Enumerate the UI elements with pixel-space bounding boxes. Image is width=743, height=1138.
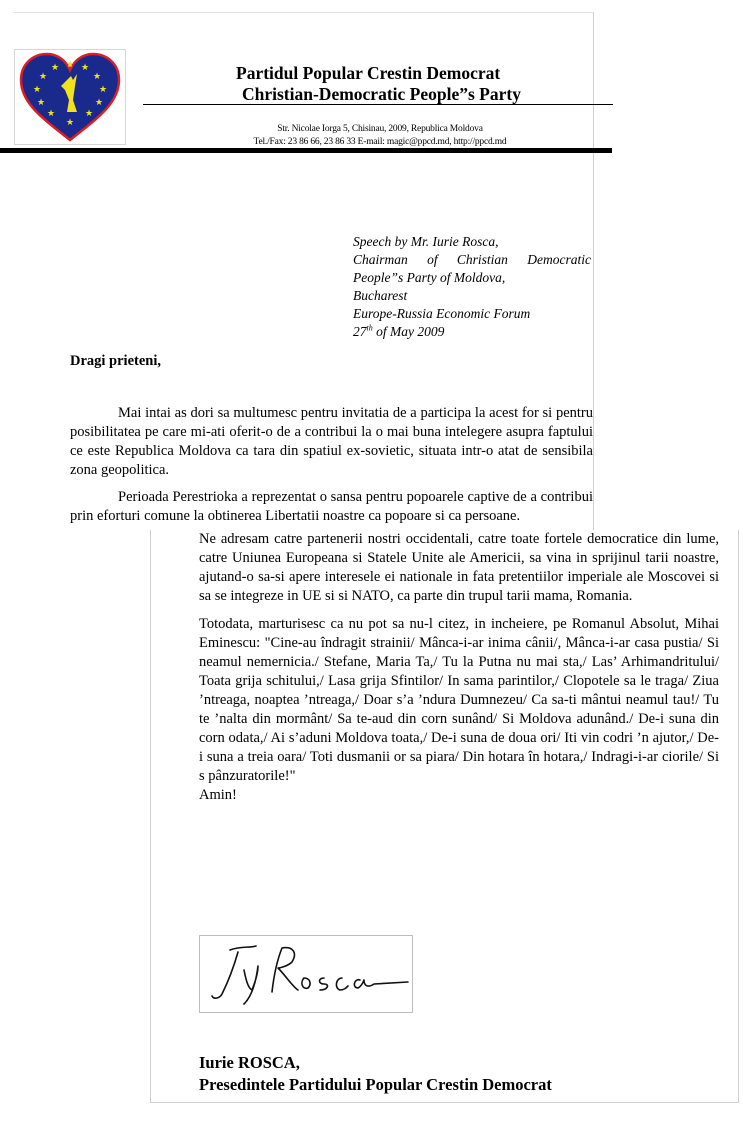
svg-text:★: ★ [94, 98, 104, 108]
closing-word: Amin! [199, 787, 237, 803]
party-name-ro: Partidul Popular Crestin Democrat [236, 63, 501, 83]
speech-line-1: Speech by Mr. Iurie Rosca, [353, 234, 499, 249]
letter-page-2 [150, 530, 739, 1103]
speech-line-3: People”s Party of Moldova, [353, 270, 506, 285]
header-divider-thick [0, 148, 612, 153]
date-day: 27 [353, 324, 367, 339]
date-rest: of May 2009 [372, 324, 445, 339]
speech-date [353, 323, 591, 341]
body-paragraph-2: Perioada Perestrioka a reprezentat o sansa pentru popoarele captive de a contribui prin eforturi comune la obtinerea Libertatii noastre ca popoare si ca persoane. [70, 489, 593, 524]
svg-text:★: ★ [84, 109, 94, 119]
svg-text:★: ★ [65, 60, 75, 70]
body-paragraph-3: Ne adresam catre partenerii nostri occidentali, catre toate fortele democratice din lume, catre Uniunea Europeana si Statele Unite ale Americii, sa vina in sprijinul tarii noastre, ajutand-o sa-si apere interesele ei nationale in fata pretentiilor imperiale ale Moscovei si sa se integreze in UE si si NATO, ca parte din trupul tarii mama, Romania. [199, 531, 719, 604]
svg-text:★: ★ [92, 72, 102, 82]
svg-text:★: ★ [65, 118, 75, 128]
address-line: Str. Nicolae Iorga 5, Chisinau, 2009, Republica Moldova [277, 124, 483, 134]
svg-text:★: ★ [32, 85, 42, 95]
handwritten-signature [199, 935, 413, 1013]
signer-title: Presedintele Partidului Popular Crestin Democrat [199, 1075, 552, 1094]
svg-text:★: ★ [80, 63, 90, 73]
speech-line-4: Bucharest [353, 288, 408, 303]
header-divider-thin [143, 104, 613, 105]
body-paragraph-4: Totodata, marturisesc ca nu pot sa nu-l citez, in incheiere, pe Romanul Absolut, Mihai Eminescu: "Cine-au îndragit strainii/ Mânca-i-ar inima cânii/, Mânca-i-ar casa pustia/ Si neamul nemernicia./ Stefane, Maria Ta,/ Tu la Putna nu mai sta,/ Las’ Arhimandritului/ Toata grija schitului,/ Lasa grija Sfintilor/ In sama parintilor,/ Clopotele sa le traga/ Ziua ’ntreaga, noaptea ’ntreaga,/ Doar s’a ’ndura Dumnezeu/ Ca sa-ti mântui neamul tau!/ Tu te ’nalta din mormânt/ Sa te-aud din corn sunând/ Si Moldova adunând./ De-i suna din corn odata,/ Ai s’aduni Moldova toata,/ De-i suna de doua ori/ Iti vin codri ’n ajutor,/ De-i suna a treia oara/ Toti dusmanii or sa piara/ Din hotara în hotara,/ Indragi-i-ar ciorile/ Si s pânzuratorile!" [199, 616, 719, 784]
body-paragraph-1: Mai intai as dori sa multumesc pentru invitatia de a participa la acest for si pentru posibilitatea pe care mi-ati oferit-o de a contribui la o mai buna intelegere asupra faptului ce este Republica Moldova ca tara din spatiul ex-sovietic, situata intr-o atat de sensibila zona geopolitica. [70, 405, 593, 478]
speech-line-5: Europe-Russia Economic Forum [353, 306, 531, 321]
greeting: Dragi prieteni, [70, 353, 162, 369]
signature-image [200, 936, 412, 1012]
party-address [150, 123, 610, 149]
svg-text:★: ★ [50, 63, 60, 73]
date-suffix: th [366, 323, 373, 333]
svg-text:★: ★ [46, 109, 56, 119]
party-logo [14, 49, 126, 145]
party-name [150, 63, 580, 105]
contact-line: Tel./Fax: 23 86 66, 23 86 33 E-mail: magic@ppcd.md, http://ppcd.md [253, 137, 507, 147]
signer-block [199, 1052, 552, 1096]
page-2-text [199, 530, 719, 805]
svg-text:★: ★ [38, 72, 48, 82]
heart-logo-icon [15, 50, 125, 144]
speech-header [353, 233, 591, 341]
speech-line-2: Chairman of Christian Democratic [353, 252, 591, 267]
signer-name: Iurie ROSCA, [199, 1053, 300, 1072]
svg-text:★: ★ [36, 98, 46, 108]
svg-text:★: ★ [98, 85, 108, 95]
party-name-en: Christian-Democratic People”s Party [242, 84, 521, 104]
